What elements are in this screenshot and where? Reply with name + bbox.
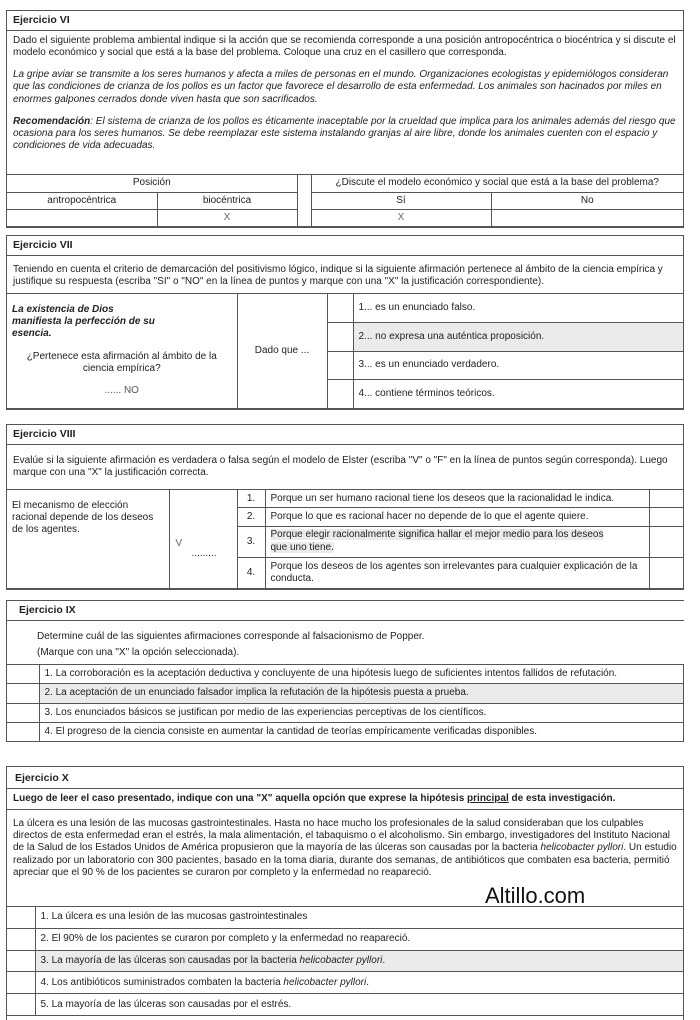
instructions-part-b: de esta investigación.	[508, 792, 616, 804]
option-2-mark[interactable]	[7, 928, 35, 950]
option-3-number: 3.	[237, 526, 265, 557]
option-3: 3. Los enunciados básicos se justifican por medio de las experiencias perceptivas de los científicos.	[39, 703, 684, 722]
option-2-mark[interactable]	[649, 508, 683, 526]
exercise-7-answer-table	[7, 293, 683, 409]
exercise-10-case	[7, 816, 683, 881]
option-4-number: 4.	[237, 557, 265, 588]
answer-anthropocentric[interactable]	[7, 209, 157, 226]
watermark-logo: Altillo.com	[485, 883, 586, 908]
exercise-7-given: Dado que ...	[237, 294, 327, 409]
exercise-7-statement-cell	[7, 294, 237, 409]
recommendation-text: : El sistema de crianza de los pollos es éticamente inaceptable por la crueldad que implica para los animales además del riesgo que ocasiona para los seres humanos. Se debe reemplazar este sistema instalando granjas al aire libre, donde los animales cuenten con el espacio y condiciones de vida adecuadas.	[13, 115, 676, 152]
option-3-text: 3. La mayoría de las úlceras son causadas por la bacteria	[40, 954, 300, 966]
exercise-8-title: Ejercicio VIII	[7, 425, 683, 445]
exercise-7-statement: La existencia de Dios manifiesta la perfección de su esencia.	[12, 304, 155, 340]
exercise-6-title: Ejercicio VI	[7, 11, 683, 31]
option-1-number: 1.	[237, 490, 265, 508]
option-3-mark[interactable]	[7, 950, 35, 972]
answer-no[interactable]	[491, 209, 683, 226]
exercise-8-dots: .........	[191, 548, 217, 559]
exercise-8-instructions: Evalúe si la siguiente afirmación es verdadera o falsa según el modelo de Elster (escriba "V" o "F" en la línea de puntos según corresponda). Luego marque con una "X" la justificación correcta.	[13, 454, 668, 478]
option-anthropocentric: antropocéntrica	[7, 192, 157, 209]
exercise-8-answer-cell[interactable]	[169, 490, 237, 589]
option-2-number: 2.	[237, 508, 265, 526]
exercise-6-answer-table	[7, 174, 683, 227]
exercise-10-options-table	[7, 906, 683, 1016]
exercise-8	[6, 424, 684, 590]
exercise-10-title: Ejercicio X	[7, 767, 683, 789]
option-3	[35, 950, 683, 972]
exercise-9-title: Ejercicio IX	[7, 601, 684, 621]
option-3-mark[interactable]	[7, 703, 39, 722]
instructions-part-a: Luego de leer el caso presentado, indique con una "X" aquella opción que exprese la hipótesis	[13, 792, 468, 804]
option-3: Porque elegir racionalmente significa hallar el mejor medio para los deseos que uno tiene.	[270, 529, 604, 553]
exercise-9-options-table	[7, 664, 684, 742]
option-3-bacteria: helicobacter pyllori	[299, 954, 383, 966]
exercise-8-statement: El mecanismo de elección racional depende de los deseos de los agentes.	[7, 490, 169, 589]
exercise-9-instruction-2: (Marque con una "X" la opción seleccionada).	[37, 646, 240, 658]
option-4: 4. El progreso de la ciencia consiste en aumentar la cantidad de teorías empíricamente verificadas disponibles.	[39, 722, 684, 741]
exercise-7-answer[interactable]: ...... NO	[104, 384, 139, 396]
option-5: 5. La mayoría de las úlceras son causadas por el estrés.	[35, 994, 683, 1016]
exercise-10-instructions	[7, 789, 683, 810]
option-3-mark[interactable]	[649, 526, 683, 557]
option-4-mark[interactable]	[649, 557, 683, 588]
case-bacteria: helicobacter pyllori	[540, 842, 624, 854]
option-4-end: .	[366, 976, 370, 988]
option-no: No	[491, 192, 683, 209]
option-2: 2. El 90% de los pacientes se curaron por completo y la enfermedad no reapareció.	[35, 928, 683, 950]
option-1-mark[interactable]	[649, 490, 683, 508]
exercise-10	[6, 766, 684, 1020]
option-3-end: .	[382, 954, 386, 966]
exercise-7	[6, 235, 684, 410]
option-1: Porque un ser humano racional tiene los deseos que la racionalidad le indica.	[265, 490, 649, 508]
option-4-mark[interactable]	[327, 380, 353, 409]
option-5-mark[interactable]	[7, 994, 35, 1016]
col-question: ¿Discute el modelo económico y social que está a la base del problema?	[311, 175, 683, 192]
option-3: 3... es un enunciado verdadero.	[353, 351, 683, 380]
exercise-9	[6, 600, 684, 742]
option-1: 1. La úlcera es una lesión de las mucosas gastrointestinales	[35, 907, 683, 929]
exercise-6	[6, 10, 684, 228]
case-part-a: La úlcera es una lesión de las mucosas gastrointestinales. Hasta no hace mucho los profesionales de la salud consideraban que los culpables directos de esta enfermedad eran el estrés, la mala alimentación, el tabaquismo o el alcoholismo. Sin embargo, investigadores del Instituto Nacional de la Salud de los Estados Unidos de América propusieron que la mayoría de las úlceras son causadas por la bacteria	[13, 817, 671, 854]
option-1-mark[interactable]	[7, 907, 35, 929]
exercise-7-title: Ejercicio VII	[7, 236, 683, 256]
option-3-cell	[265, 526, 649, 557]
option-2: Porque lo que es racional hacer no depende de lo que el agente quiere.	[265, 508, 649, 526]
recommendation-label: Recomendación	[13, 115, 91, 127]
spacer-cell	[297, 175, 311, 227]
option-yes: Sí	[311, 192, 491, 209]
option-1: 1... es un enunciado falso.	[353, 294, 683, 323]
exercise-7-question: ¿Pertenece esta afirmación al ámbito de la ciencia empírica?	[26, 350, 217, 374]
option-biocentric: biocéntrica	[157, 192, 297, 209]
option-4-mark[interactable]	[7, 972, 35, 994]
exercise-7-instructions: Teniendo en cuenta el criterio de demarcación del positivismo lógico, indique si la siguiente afirmación pertenece al ámbito de la ciencia empírica y justifique su respuesta (escriba "SI" o "NO" en la línea de puntos y marque con una "X" la justificación correspondiente).	[13, 263, 663, 287]
answer-biocentric[interactable]: X	[157, 209, 297, 226]
exercise-6-instructions: Dado el siguiente problema ambiental indique si la acción que se recomienda corresponde a una posición antropocéntrica o biocéntrica y si discute el modelo económico y social que está a la base del problema. Coloque una cruz en el casillero que corresponda.	[13, 34, 676, 58]
option-2-mark[interactable]	[327, 322, 353, 351]
option-1-mark[interactable]	[7, 665, 39, 684]
option-4-bacteria: helicobacter pyllori	[283, 976, 367, 988]
option-1-mark[interactable]	[327, 294, 353, 323]
option-4	[35, 972, 683, 994]
exercise-6-recommendation	[7, 114, 683, 155]
option-4: 4... contiene términos teóricos.	[353, 380, 683, 409]
exercise-8-answer-table	[7, 489, 683, 589]
option-4-text: 4. Los antibióticos suministrados combaten la bacteria	[40, 976, 284, 988]
option-4-mark[interactable]	[7, 722, 39, 741]
option-2-mark[interactable]	[7, 684, 39, 703]
answer-yes[interactable]: X	[311, 209, 491, 226]
case-part-c: . Un estudio realizado por un laboratorio con 300 pacientes, basado en la toma diaria, durante dos semanas, de antibióticos que combaten esa bacteria, permitió apreciar que el 90 % de los pacientes se curaron por completo y la enfermedad no reapareció.	[13, 842, 677, 878]
option-2: 2... no expresa una auténtica proposición.	[353, 322, 683, 351]
col-position: Posición	[7, 175, 297, 192]
instructions-underlined: principal	[467, 792, 509, 804]
exercise-6-case: La gripe aviar se transmite a los seres humanos y afecta a miles de personas en el mundo. Organizaciones ecologistas y epidemiólogos consideran que las condiciones de crianza de los pollos es un factor que favorece el desarrollo de esta enfermedad. Los animales son hacinados por miles en enormes galpones cerrados donde viven hasta que son sacrificados.	[13, 69, 669, 105]
option-3-mark[interactable]	[327, 351, 353, 380]
exercise-8-answer: V	[175, 538, 183, 549]
option-1: 1. La corroboración es la aceptación deductiva y concluyente de una hipótesis luego de suficientes intentos fallidos de refutación.	[39, 665, 684, 684]
exercise-9-instruction-1: Determine cuál de las siguientes afirmaciones corresponde al falsacionismo de Popper.	[37, 630, 425, 642]
option-4: Porque los deseos de los agentes son irrelevantes para cualquier explicación de la conducta.	[265, 557, 649, 588]
option-2: 2. La aceptación de un enunciado falsador implica la refutación de la hipótesis puesta a prueba.	[39, 684, 684, 703]
